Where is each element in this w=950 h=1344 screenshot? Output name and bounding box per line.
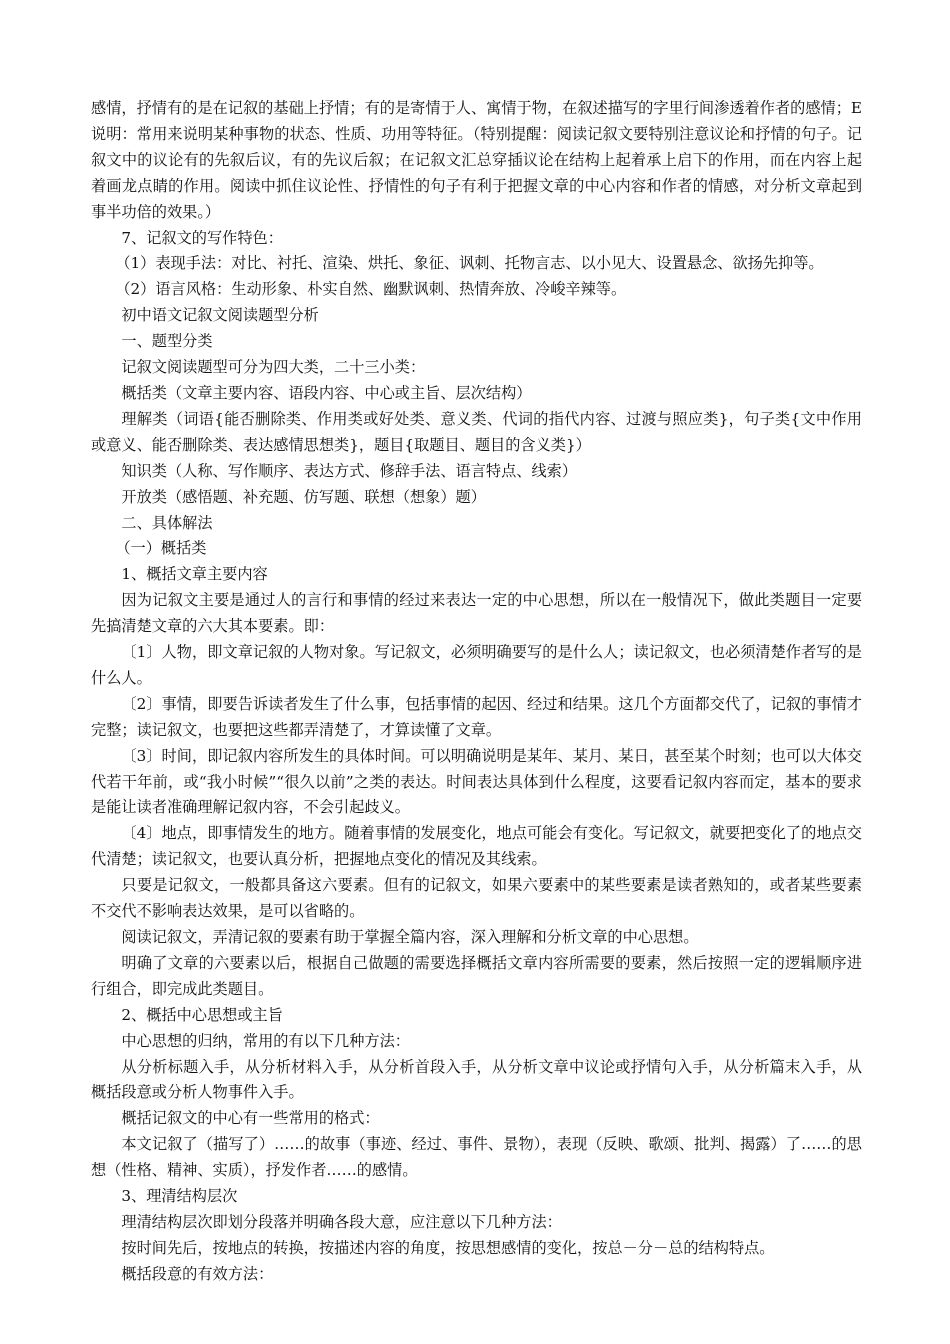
- paragraph: 概括记叙文的中心有一些常用的格式：: [121, 1109, 380, 1128]
- paragraph: 按时间先后，按地点的转换，按描述内容的角度，按思想感情的变化，按总－分－总的结构特点。: [121, 1238, 775, 1257]
- paragraph: 感情，抒情有的是在记叙的基础上抒情；有的是寄情于人、寓情于物，在叙述描写的字里行间渗透着作者的感情；E 说明：常用来说明某种事物的状态、性质、功用等特征。（特别提醒：阅读记叙文要特别注意议论和抒情的句子。记叙文中的议论有的先叙后议，有的先议后叙；在记叙文汇总穿插议论在结构上起着承上启下的作用，而在内容上起着画龙点睛的作用。阅读中抓住议论性、抒情性的句子有利于把握文章的中心内容和作者的情感，对分析文章起到事半功倍的效果。）: [91, 99, 862, 221]
- paragraph: （1）表现手法：对比、衬托、渲染、烘托、象征、讽刺、托物言志、以小见大、设置悬念、欲扬先抑等。: [115, 254, 824, 273]
- paragraph: 2、概括中心思想或主旨: [121, 1005, 283, 1024]
- paragraph: 二、具体解法: [121, 513, 213, 532]
- paragraph: 〔1〕人物，即文章记叙的人物对象。写记叙文，必须明确要写的是什么人；读记叙文，也必须清楚作者写的是什么人。: [91, 643, 862, 687]
- paragraph: 概括类（文章主要内容、语段内容、中心或主旨、层次结构）: [121, 383, 532, 402]
- paragraph: 一、题型分类: [121, 332, 213, 351]
- paragraph: 理清结构层次即划分段落并明确各段大意，应注意以下几种方法：: [121, 1212, 562, 1231]
- paragraph: 从分析标题入手，从分析材料入手，从分析首段入手，从分析文章中议论或抒情句入手，从分析篇末入手，从概括段意或分析人物事件入手。: [91, 1057, 862, 1102]
- paragraph: 概括段意的有效方法：: [121, 1264, 274, 1283]
- paragraph: 初中语文记叙文阅读题型分析: [121, 306, 319, 325]
- paragraph: 阅读记叙文，弄清记叙的要素有助于掌握全篇内容，深入理解和分析文章的中心思想。: [121, 928, 699, 946]
- paragraph: （2）语言风格：生动形象、朴实自然、幽默讽刺、热情奔放、冷峻辛辣等。: [115, 280, 627, 299]
- paragraph: 因为记叙文主要是通过人的言行和事情的经过来表达一定的中心思想，所以在一般情况下，做此类题目一定要先搞清楚文章的六大其本要素。即：: [91, 591, 862, 636]
- paragraph: 本文记叙了（描写了）……的故事（事迹、经过、事件、景物），表现（反映、歌颂、批判、揭露）了……的思想（性格、精神、实质），抒发作者……的感情。: [91, 1135, 862, 1180]
- paragraph: 中心思想的归纳，常用的有以下几种方法：: [121, 1031, 410, 1050]
- paragraph: 记叙文阅读题型可分为四大类，二十三小类：: [121, 358, 426, 377]
- paragraph: 开放类（感悟题、补充题、仿写题、联想（想象）题）: [121, 487, 486, 506]
- paragraph: 知识类（人称、写作顺序、表达方式、修辞手法、语言特点、线索）: [121, 461, 578, 480]
- paragraph: 只要是记叙文，一般都具备这六要素。但有的记叙文，如果六要素中的某些要素是读者熟知的，或者某些要素不交代不影响表达效果，是可以省略的。: [91, 876, 862, 921]
- paragraph: 明确了文章的六要素以后，根据自己做题的需要选择概括文章内容所需要的要素，然后按照一定的逻辑顺序进行组合，即完成此类题目。: [91, 953, 862, 998]
- paragraph: 〔2〕事情，即要告诉读者发生了什么事，包括事情的起因、经过和结果。这几个方面都交代了，记叙的事情才完整；读记叙文，也要把这些都弄清楚了，才算读懂了文章。: [91, 694, 862, 739]
- paragraph: （一）概括类: [115, 539, 207, 558]
- paragraph: 〔3〕时间，即记叙内容所发生的具体时间。可以明确说明是某年、某月、某日，甚至某个时刻；也可以大体交代若干年前，或“我小时候”“很久以前”之类的表达。时间表达具体到什么程度，这要看记叙内容而定，基本的要求是能让读者准确理解记叙内容，不会引起歧义。: [91, 746, 862, 817]
- paragraph: 理解类（词语{能否删除类、作用类或好处类、意义类、代词的指代内容、过渡与照应类}，句子类{文中作用或意义、能否删除类、表达感情思想类}，题目{取题目、题目的含义类}）: [91, 409, 862, 454]
- paragraph: 3、理清结构层次: [121, 1187, 238, 1206]
- paragraph: 1、概括文章主要内容: [121, 565, 268, 584]
- paragraph: 〔4〕地点，即事情发生的地方。随着事情的发展变化，地点可能会有变化。写记叙文，就要把变化了的地点交代清楚；读记叙文，也要认真分析，把握地点变化的情况及其线索。: [91, 824, 862, 869]
- document-body: [91, 96, 862, 1288]
- paragraph: 7、记叙文的写作特色：: [121, 228, 283, 247]
